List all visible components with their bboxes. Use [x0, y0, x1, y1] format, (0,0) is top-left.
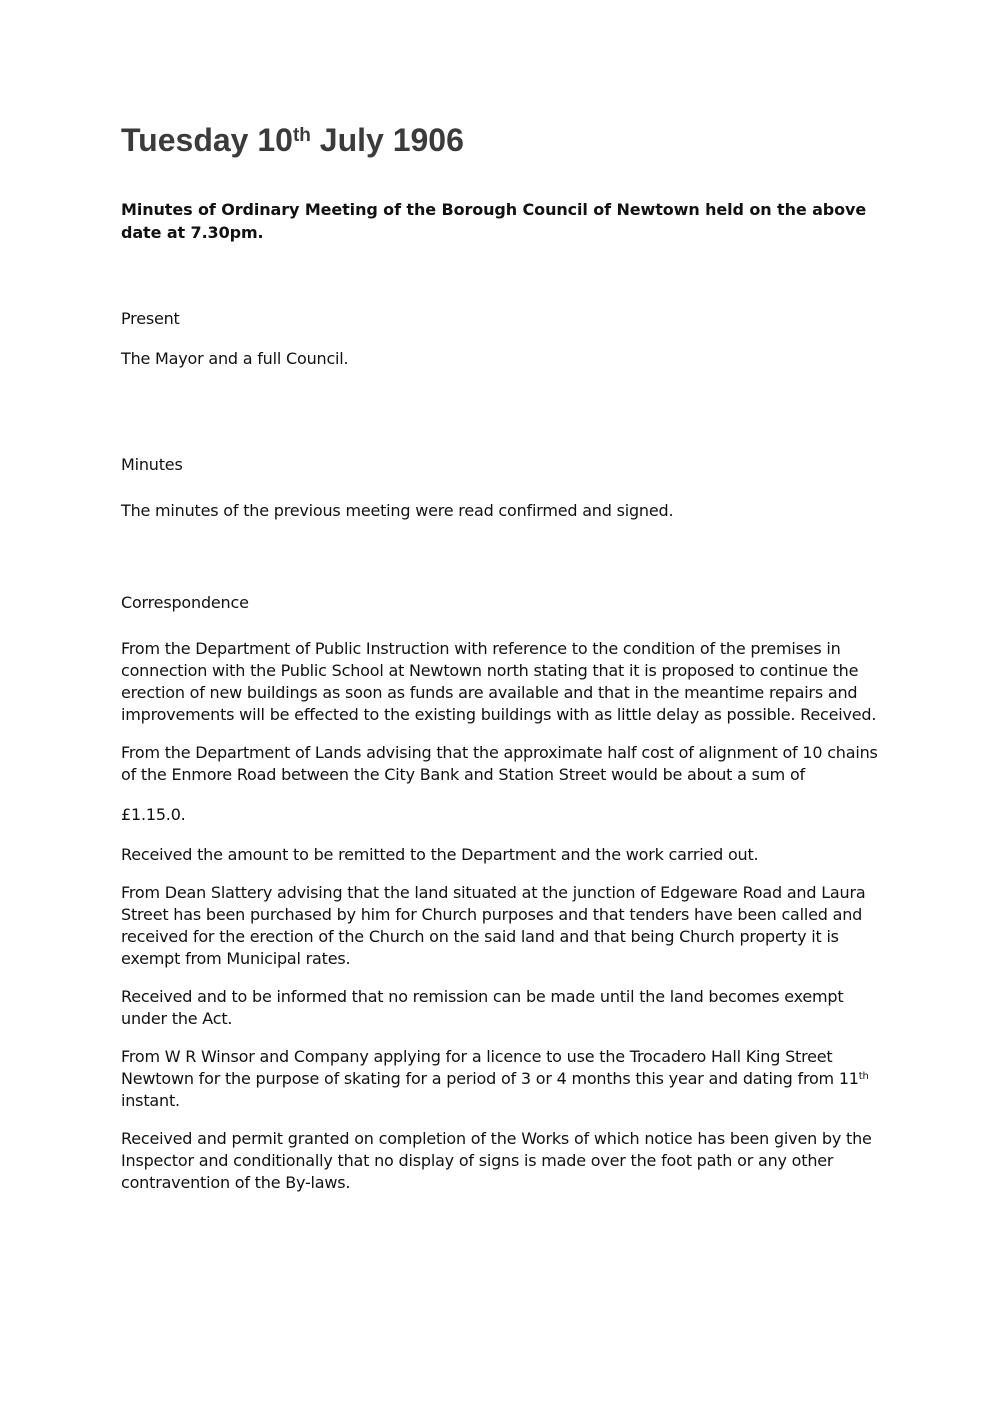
meeting-subtitle: Minutes of Ordinary Meeting of the Borough Council of Newtown held on the above date at 7.30pm.: [121, 200, 867, 242]
minutes-heading: Minutes: [121, 455, 183, 474]
paragraph-6-end: instant.: [121, 1091, 180, 1110]
correspondence-heading: Correspondence: [121, 593, 249, 612]
title-month-year: July 1906: [310, 122, 464, 158]
present-text: The Mayor and a full Council.: [121, 349, 349, 368]
page-title: [121, 118, 881, 162]
correspondence-paragraph-6: [121, 1046, 881, 1112]
minutes-text: The minutes of the previous meeting were read confirmed and signed.: [121, 501, 674, 520]
present-heading: Present: [121, 309, 180, 328]
correspondence-paragraph-7: Received and permit granted on completion of the Works of which notice has been given by the Inspector and conditionally that no display of signs is made over the foot path or any other contravention of the By-laws.: [121, 1129, 872, 1192]
correspondence-paragraph-4: From Dean Slattery advising that the land situated at the junction of Edgeware Road and Laura Street has been purchased by him for Church purposes and that tenders have been called and received for the erection of the Church on the said land and that being Church property it is exempt from Municipal rates.: [121, 883, 866, 968]
paragraph-6-text: From W R Winsor and Company applying for a licence to use the Trocadero Hall King Street Newtown for the purpose of skating for a period of 3 or 4 months this year and dating from 11: [121, 1047, 859, 1088]
correspondence-paragraph-5: Received and to be informed that no remission can be made until the land becomes exempt under the Act.: [121, 987, 844, 1028]
correspondence-paragraph-3: Received the amount to be remitted to the Department and the work carried out.: [121, 845, 759, 864]
correspondence-paragraph-2: From the Department of Lands advising that the approximate half cost of alignment of 10 chains of the Enmore Road between the City Bank and Station Street would be about a sum of: [121, 743, 878, 784]
paragraph-6-ordinal-suffix: th: [858, 1071, 869, 1082]
correspondence-paragraph-1: From the Department of Public Instruction with reference to the condition of the premises in connection with the Public School at Newtown north stating that it is proposed to continue the erection of new buildings as soon as funds are available and that in the meantime repairs and improvements will be effected to the existing buildings with as little delay as possible. Received.: [121, 639, 877, 724]
document-page: [121, 118, 881, 1194]
title-ordinal-suffix: th: [292, 125, 311, 146]
amount-line: £1.15.0.: [121, 805, 186, 824]
title-date: Tuesday 10: [121, 122, 293, 158]
